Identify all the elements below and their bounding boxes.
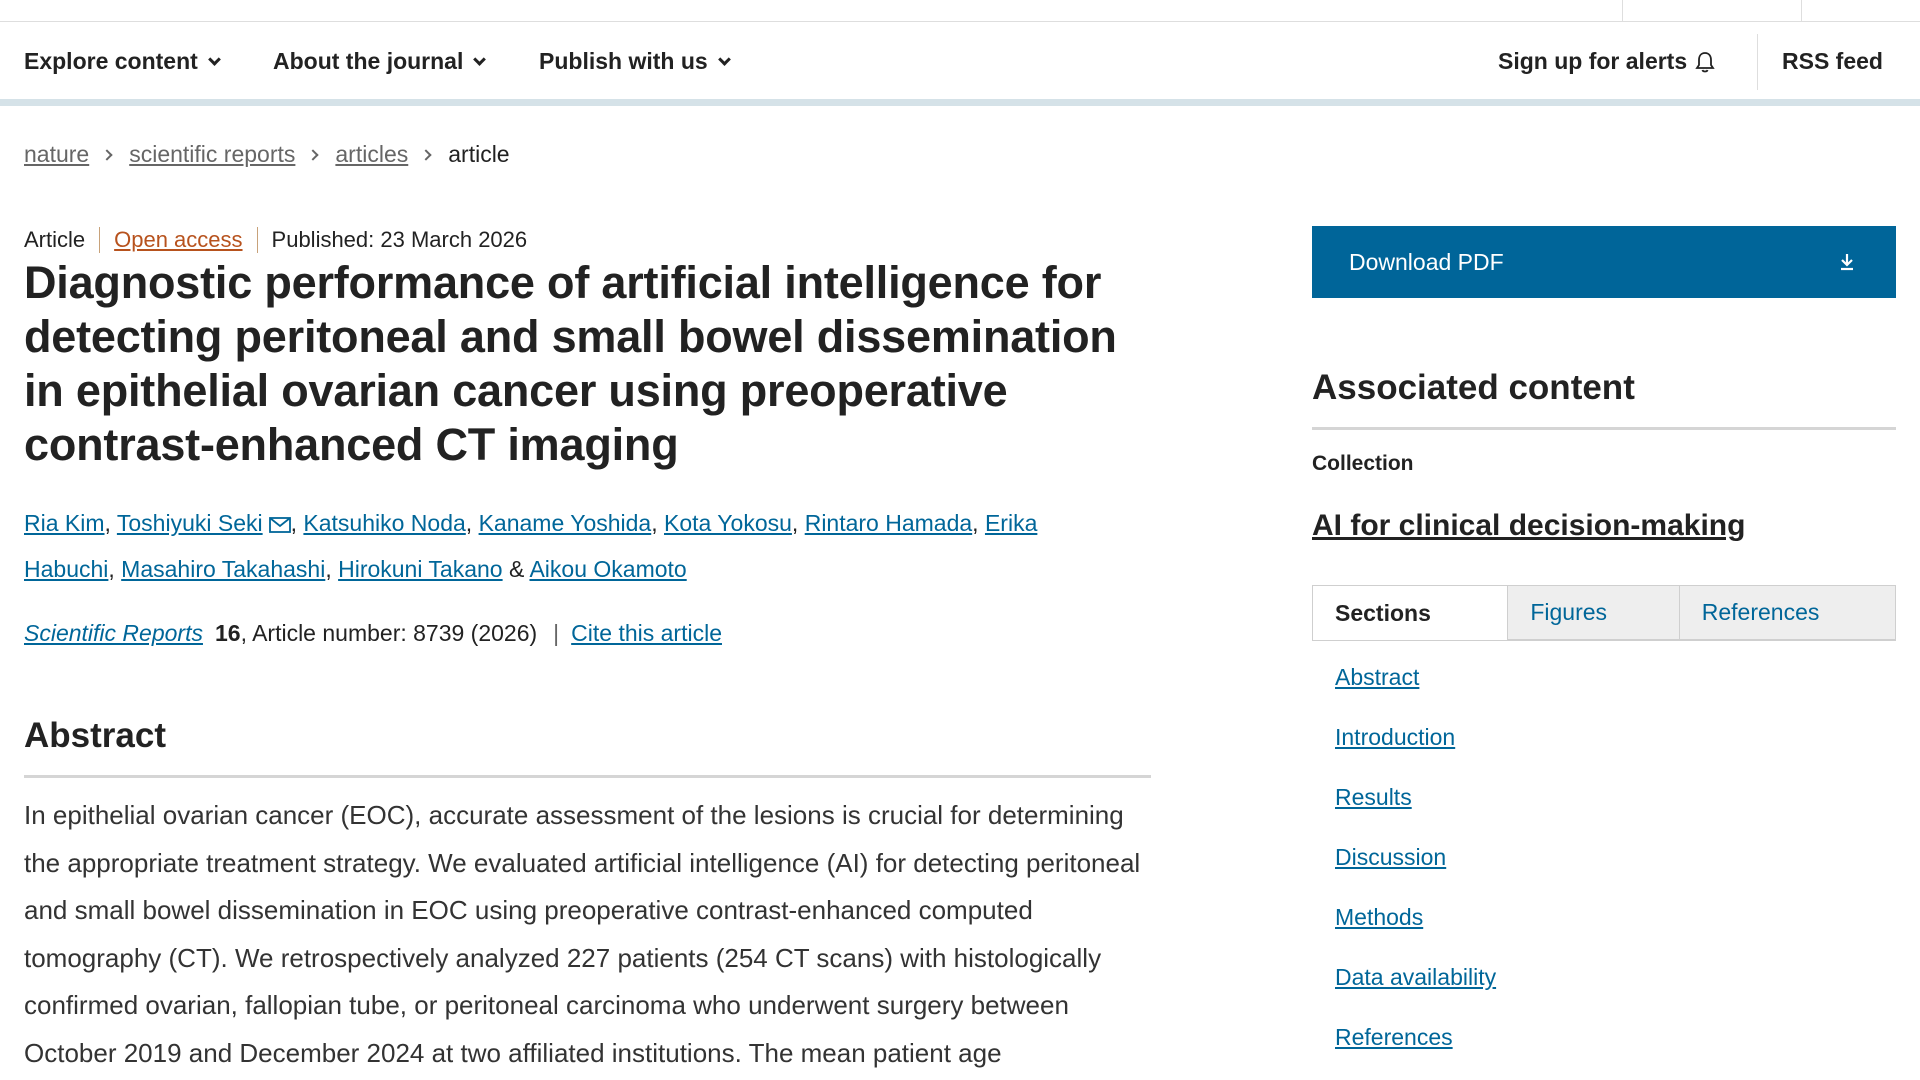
- breadcrumb: [24, 141, 510, 168]
- tab-sections[interactable]: Sections: [1313, 586, 1508, 640]
- author-link[interactable]: Aikou Okamoto: [529, 556, 687, 582]
- nav-divider: [1757, 34, 1758, 90]
- cite-this-article-link[interactable]: Cite this article: [571, 620, 722, 646]
- section-list: [1335, 664, 1496, 1080]
- article-meta: [24, 227, 527, 253]
- section-link-introduction[interactable]: Introduction: [1335, 724, 1456, 750]
- list-item: [1335, 784, 1496, 844]
- section-link-abstract[interactable]: Abstract: [1335, 664, 1420, 690]
- sidebar-tabs: [1312, 585, 1896, 641]
- abstract-text: In epithelial ovarian cancer (EOC), accurate assessment of the lesions is crucial for determining the appropriate treatment strategy. We evaluated artificial intelligence (AI) for detecting peritoneal and small bowel dissemination in EOC using preoperative contrast-enhanced computed tomography (CT). We retrospectively analyzed 227 patients (254 CT scans) with histologically confirmed ovarian, fallopian tube, or peritoneal carcinoma who underwent surgery between October 2019 and December 2024 at two affiliated institutions. The mean patient age: [24, 800, 1141, 1068]
- rss-label: RSS feed: [1782, 48, 1883, 74]
- section-link-results[interactable]: Results: [1335, 784, 1412, 810]
- breadcrumb-scientific-reports[interactable]: scientific reports: [129, 141, 296, 167]
- nav-label: About the journal: [273, 48, 464, 74]
- open-access-link[interactable]: Open access: [114, 227, 243, 252]
- mail-icon[interactable]: [269, 517, 291, 533]
- list-item: [1335, 904, 1496, 964]
- chevron-right-icon: [102, 149, 113, 160]
- author-link[interactable]: Rintaro Hamada: [804, 510, 973, 536]
- author-link[interactable]: Kaname Yoshida: [478, 510, 652, 536]
- nav-label: Publish with us: [539, 48, 708, 74]
- abstract-divider: [24, 775, 1151, 778]
- author-link[interactable]: Kota Yokosu: [664, 510, 792, 536]
- nav-publish-with-us[interactable]: [539, 48, 729, 75]
- breadcrumb-nature[interactable]: nature: [24, 141, 90, 167]
- chevron-down-icon: [208, 53, 221, 66]
- list-item: [1335, 964, 1496, 1024]
- journal-nav-bar: [0, 22, 1920, 106]
- tab-figures[interactable]: Figures: [1508, 586, 1679, 640]
- list-item: [1335, 664, 1496, 724]
- sign-up-alerts-link[interactable]: [1498, 48, 1715, 75]
- download-pdf-label: Download PDF: [1349, 248, 1504, 275]
- author-link[interactable]: Erika Habuchi: [24, 510, 1038, 582]
- list-item: [1335, 724, 1496, 784]
- section-link-discussion[interactable]: Discussion: [1335, 844, 1447, 870]
- chevron-right-icon: [421, 149, 432, 160]
- citation-line: [24, 620, 722, 647]
- meta-divider: [257, 227, 258, 253]
- download-pdf-button[interactable]: [1312, 226, 1896, 298]
- collection-link[interactable]: AI for clinical decision-making: [1312, 509, 1746, 542]
- published-date: Published: 23 March 2026: [271, 227, 528, 252]
- section-link-data-availability[interactable]: Data availability: [1335, 964, 1497, 990]
- meta-divider: [99, 227, 100, 253]
- section-link-references[interactable]: References: [1335, 1024, 1453, 1050]
- author-list: Ria Kim, Toshiyuki Seki , Katsuhiko Noda, Kaname Yoshida, Kota Yokosu, Rintaro Hamada, Erika Habuchi, Masahiro Takahashi, Hirokuni Takano & Aikou Okamoto: [24, 510, 1038, 582]
- alerts-label: Sign up for alerts: [1498, 48, 1688, 74]
- header-divider: [1622, 0, 1623, 22]
- chevron-right-icon: [308, 149, 319, 160]
- article-title: Diagnostic performance of artificial intelligence for detecting peritoneal and small bowel dissemination in epithelial ovarian cancer using preoperative contrast-enhanced CT imaging: [24, 257, 1117, 470]
- article-number: , Article number: 8739 (2026): [240, 620, 538, 646]
- breadcrumb-articles[interactable]: articles: [335, 141, 409, 167]
- chevron-down-icon: [474, 53, 487, 66]
- journal-link[interactable]: Scientific Reports: [24, 620, 203, 646]
- author-link[interactable]: Hirokuni Takano: [338, 556, 503, 582]
- nav-about-journal[interactable]: [273, 48, 484, 75]
- rss-feed-link[interactable]: [1782, 48, 1883, 75]
- article-type: Article: [24, 227, 86, 252]
- list-item: [1335, 1024, 1496, 1080]
- header-divider: [1801, 0, 1802, 22]
- citation-divider: |: [553, 620, 560, 646]
- nav-explore-content[interactable]: [24, 48, 219, 75]
- author-link[interactable]: Masahiro Takahashi: [121, 556, 326, 582]
- author-link[interactable]: Katsuhiko Noda: [303, 510, 466, 536]
- author-ampersand: &: [509, 556, 525, 582]
- section-link-methods[interactable]: Methods: [1335, 904, 1424, 930]
- nav-label: Explore content: [24, 48, 198, 74]
- bell-icon: [1695, 50, 1715, 74]
- abstract-heading: Abstract: [24, 716, 166, 755]
- associated-divider: [1312, 427, 1896, 430]
- breadcrumb-current: article: [448, 141, 510, 167]
- associated-content-heading: Associated content: [1312, 368, 1635, 407]
- chevron-down-icon: [718, 53, 731, 66]
- author-link[interactable]: Toshiyuki Seki: [116, 510, 263, 536]
- top-header-strip: [0, 0, 1920, 22]
- list-item: [1335, 844, 1496, 904]
- collection-label: Collection: [1312, 452, 1414, 475]
- tab-references[interactable]: References: [1680, 586, 1895, 640]
- download-icon: [1838, 252, 1856, 272]
- author-link[interactable]: Ria Kim: [24, 510, 105, 536]
- volume-number: 16: [214, 620, 241, 646]
